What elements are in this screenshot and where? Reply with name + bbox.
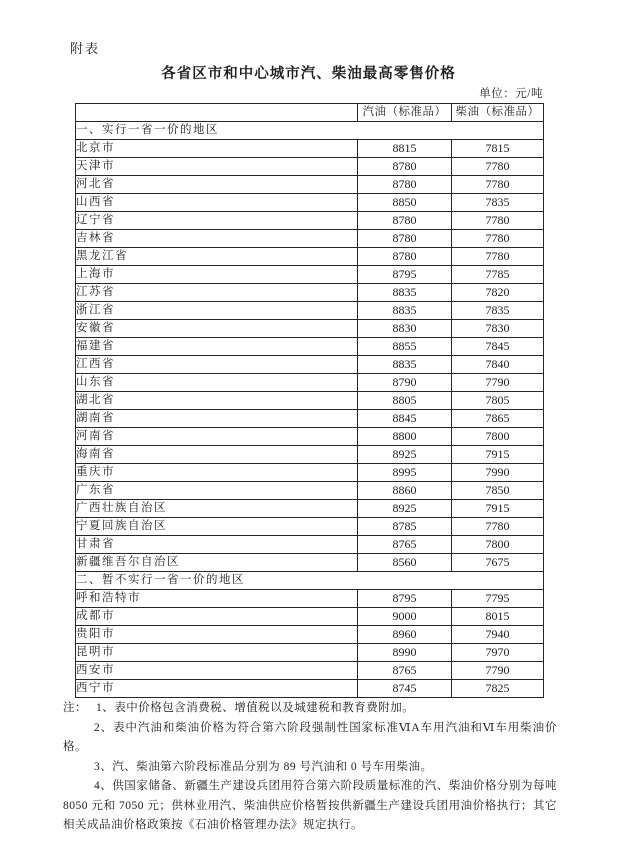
diesel-price: 7675 [452, 554, 544, 572]
table-row [76, 446, 544, 464]
table-row [76, 392, 544, 410]
column-header-diesel: 柴油（标准品） [452, 104, 544, 122]
table-row [76, 140, 544, 158]
diesel-price: 7915 [452, 500, 544, 518]
gasoline-price: 8795 [358, 266, 452, 284]
notes-label: 注： [63, 702, 87, 714]
gasoline-price: 8780 [358, 158, 452, 176]
table-row [76, 302, 544, 320]
diesel-price: 7795 [452, 590, 544, 608]
diesel-price: 7780 [452, 212, 544, 230]
region-name: 重庆市 [76, 464, 358, 482]
gasoline-price: 8785 [358, 518, 452, 536]
diesel-price: 7780 [452, 158, 544, 176]
diesel-price: 7970 [452, 644, 544, 662]
gasoline-price: 8780 [358, 212, 452, 230]
gasoline-price: 8925 [358, 500, 452, 518]
gasoline-price: 8795 [358, 590, 452, 608]
diesel-price: 7805 [452, 392, 544, 410]
price-table [75, 103, 544, 698]
note-item: 4、供国家储备、新疆生产建设兵团用符合第六阶段质量标准的汽、柴油价格分别为每吨 8050 元和 7050 元；供林业用汽、柴油供应价格暂按供新疆生产建设兵团用油价格执行；其它相关成品油价格政策按《石油价格管理办法》规定执行。 [63, 780, 557, 831]
gasoline-price: 8560 [358, 554, 452, 572]
table-header-row [76, 104, 544, 122]
appendix-label: 附表 [70, 41, 101, 56]
diesel-price: 7780 [452, 176, 544, 194]
region-name: 广西壮族自治区 [76, 500, 358, 518]
gasoline-price: 8960 [358, 626, 452, 644]
diesel-price: 7785 [452, 266, 544, 284]
region-name: 海南省 [76, 446, 358, 464]
diesel-price: 7940 [452, 626, 544, 644]
region-name: 贵阳市 [76, 626, 358, 644]
diesel-price: 7780 [452, 518, 544, 536]
section-header-row [76, 122, 544, 140]
table-row [76, 608, 544, 626]
region-name: 河北省 [76, 176, 358, 194]
gasoline-price: 8815 [358, 140, 452, 158]
notes-block [63, 699, 557, 836]
region-name: 新疆维吾尔自治区 [76, 554, 358, 572]
gasoline-price: 8990 [358, 644, 452, 662]
region-name: 福建省 [76, 338, 358, 356]
diesel-price: 7800 [452, 536, 544, 554]
diesel-price: 7780 [452, 248, 544, 266]
gasoline-price: 8780 [358, 248, 452, 266]
table-row [76, 194, 544, 212]
column-header-region [76, 104, 358, 122]
table-row [76, 536, 544, 554]
diesel-price: 7865 [452, 410, 544, 428]
gasoline-price: 8790 [358, 374, 452, 392]
diesel-price: 7850 [452, 482, 544, 500]
note-text: 1、表中价格包含消费税、增值税以及城建税和教育费附加。 [96, 702, 415, 714]
table-row [76, 176, 544, 194]
region-name: 湖南省 [76, 410, 358, 428]
gasoline-price: 8780 [358, 176, 452, 194]
section-header: 一、实行一省一价的地区 [76, 122, 544, 140]
gasoline-price: 8860 [358, 482, 452, 500]
note-item: 3、汽、柴油第六阶段标准品分别为 89 号汽油和 0 号车用柴油。 [94, 760, 433, 773]
table-row [76, 158, 544, 176]
region-name: 安徽省 [76, 320, 358, 338]
region-name: 昆明市 [76, 644, 358, 662]
diesel-price: 7790 [452, 662, 544, 680]
region-name: 湖北省 [76, 392, 358, 410]
table-row [76, 410, 544, 428]
gasoline-price: 8835 [358, 356, 452, 374]
column-header-gasoline: 汽油（标准品） [358, 104, 452, 122]
region-name: 宁夏回族自治区 [76, 518, 358, 536]
diesel-price: 7815 [452, 140, 544, 158]
region-name: 江苏省 [76, 284, 358, 302]
gasoline-price: 9000 [358, 608, 452, 626]
table-row [76, 590, 544, 608]
table-row [76, 212, 544, 230]
gasoline-price: 8835 [358, 302, 452, 320]
diesel-price: 7780 [452, 230, 544, 248]
table-row [76, 644, 544, 662]
region-name: 西宁市 [76, 680, 358, 698]
table-row [76, 680, 544, 698]
table-row [76, 500, 544, 518]
table-row [76, 248, 544, 266]
table-row [76, 374, 544, 392]
diesel-price: 7915 [452, 446, 544, 464]
region-name: 成都市 [76, 608, 358, 626]
region-name: 广东省 [76, 482, 358, 500]
table-row [76, 338, 544, 356]
table-row [76, 266, 544, 284]
diesel-price: 7835 [452, 194, 544, 212]
unit-label: 单位：元/吨 [479, 88, 543, 100]
diesel-price: 7825 [452, 680, 544, 698]
region-name: 江西省 [76, 356, 358, 374]
table-row [76, 356, 544, 374]
gasoline-price: 8765 [358, 536, 452, 554]
region-name: 山西省 [76, 194, 358, 212]
gasoline-price: 8855 [358, 338, 452, 356]
region-name: 山东省 [76, 374, 358, 392]
region-name: 河南省 [76, 428, 358, 446]
diesel-price: 7790 [452, 374, 544, 392]
region-name: 辽宁省 [76, 212, 358, 230]
gasoline-price: 8925 [358, 446, 452, 464]
gasoline-price: 8995 [358, 464, 452, 482]
table-row [76, 482, 544, 500]
table-row [76, 230, 544, 248]
region-name: 西安市 [76, 662, 358, 680]
diesel-price: 7840 [452, 356, 544, 374]
table-row [76, 626, 544, 644]
gasoline-price: 8765 [358, 662, 452, 680]
table-row [76, 518, 544, 536]
gasoline-price: 8830 [358, 320, 452, 338]
region-name: 黑龙江省 [76, 248, 358, 266]
note-item: 2、表中汽油和柴油价格为符合第六阶段强制性国家标准ⅥA车用汽油和Ⅵ车用柴油价格。 [63, 721, 557, 753]
section-header: 二、暂不实行一省一价的地区 [76, 572, 544, 590]
table-row [76, 284, 544, 302]
gasoline-price: 8850 [358, 194, 452, 212]
gasoline-price: 8745 [358, 680, 452, 698]
gasoline-price: 8780 [358, 230, 452, 248]
table-row [76, 428, 544, 446]
table-row [76, 662, 544, 680]
diesel-price: 8015 [452, 608, 544, 626]
diesel-price: 7830 [452, 320, 544, 338]
table-row [76, 554, 544, 572]
diesel-price: 7990 [452, 464, 544, 482]
page-title: 各省区市和中心城市汽、柴油最高零售价格 [161, 66, 456, 82]
note-item [63, 699, 557, 719]
region-name: 甘肃省 [76, 536, 358, 554]
table-row [76, 464, 544, 482]
gasoline-price: 8800 [358, 428, 452, 446]
section-header-row [76, 572, 544, 590]
diesel-price: 7820 [452, 284, 544, 302]
region-name: 呼和浩特市 [76, 590, 358, 608]
gasoline-price: 8835 [358, 284, 452, 302]
region-name: 天津市 [76, 158, 358, 176]
diesel-price: 7800 [452, 428, 544, 446]
region-name: 上海市 [76, 266, 358, 284]
region-name: 吉林省 [76, 230, 358, 248]
diesel-price: 7835 [452, 302, 544, 320]
gasoline-price: 8845 [358, 410, 452, 428]
region-name: 浙江省 [76, 302, 358, 320]
diesel-price: 7845 [452, 338, 544, 356]
gasoline-price: 8805 [358, 392, 452, 410]
table-row [76, 320, 544, 338]
region-name: 北京市 [76, 140, 358, 158]
